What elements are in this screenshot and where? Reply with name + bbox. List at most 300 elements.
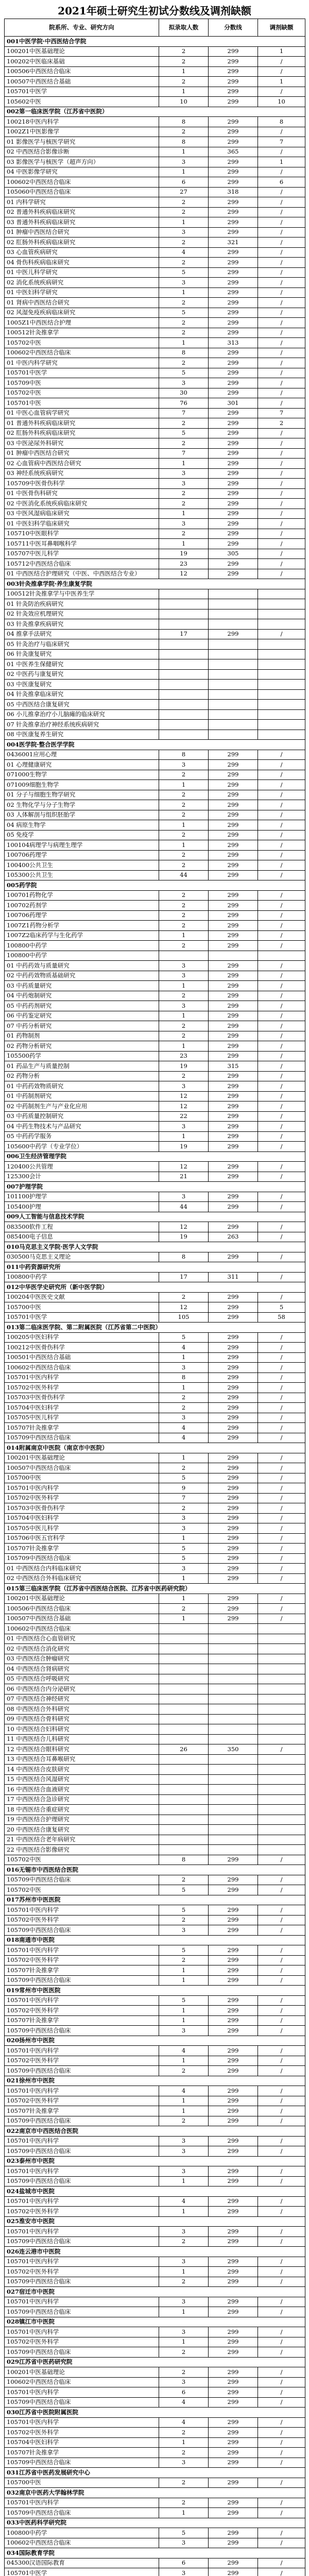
vacancy-cell: / (258, 57, 305, 67)
major-cell: 105701中医学 (5, 2568, 159, 2576)
vacancy-cell: / (258, 2367, 305, 2378)
section-title: 027宿迁市中医院 (5, 2287, 305, 2297)
major-cell: 01 中医内科学研究 (5, 358, 159, 368)
vacancy-cell (258, 1765, 305, 1775)
score-cell (209, 669, 258, 680)
score-cell: 299 (209, 1031, 258, 1041)
vacancy-cell: / (258, 488, 305, 499)
major-cell: 105701中医内科学 (5, 2196, 159, 2207)
table-row (5, 1453, 305, 1463)
major-cell: 04 中西医结合肾病研究 (5, 1664, 159, 1674)
vacancy-cell: / (258, 2417, 305, 2428)
score-cell: 299 (209, 529, 258, 539)
plan-cell: 3 (159, 1413, 209, 1423)
table-row (5, 1011, 305, 1021)
section-row (5, 1212, 305, 1222)
score-cell: 301 (209, 398, 258, 409)
major-cell: 105702中医外科学 (5, 2337, 159, 2347)
major-cell: 105703中医骨伤科学 (5, 1393, 159, 1403)
major-cell: 06 中西医结合内分泌研究 (5, 1684, 159, 1694)
table-row (5, 1965, 305, 1976)
major-cell: 100507中西医结合临床 (5, 1463, 159, 1473)
vacancy-cell: / (258, 760, 305, 770)
score-cell: 299 (209, 1413, 258, 1423)
vacancy-cell: / (258, 207, 305, 217)
score-cell (209, 1664, 258, 1674)
score-cell: 299 (209, 2015, 258, 2026)
vacancy-cell: / (258, 820, 305, 831)
major-cell: 100602中西医结合临床 (5, 2538, 159, 2548)
score-cell: 299 (209, 368, 258, 378)
plan-cell: 5 (159, 368, 209, 378)
major-cell: 100212中医骨伤科学 (5, 1343, 159, 1353)
score-cell: 299 (209, 2307, 258, 2317)
vacancy-cell: / (258, 860, 305, 871)
vacancy-cell: / (258, 629, 305, 639)
table-row (5, 559, 305, 569)
section-row (5, 2488, 305, 2498)
major-cell: 05 免疫学 (5, 830, 159, 840)
plan-cell: 3 (159, 1001, 209, 1011)
plan-cell: 26 (159, 1744, 209, 1755)
score-cell: 299 (209, 1122, 258, 1132)
major-cell: 100201中医基础理论 (5, 1453, 159, 1463)
table-row (5, 1885, 305, 1895)
major-cell: 01 中医儿科学研究 (5, 267, 159, 278)
plan-cell (159, 649, 209, 659)
major-cell: 04 针灸推拿临床研究 (5, 689, 159, 700)
section-title: 004医学院·整合医学学院 (5, 740, 305, 750)
plan-cell: 2 (159, 830, 209, 840)
table-row (5, 479, 305, 489)
major-cell: 01 中西医结合心血管研究 (5, 1634, 159, 1644)
vacancy-cell: / (258, 459, 305, 469)
score-cell: 299 (209, 1101, 258, 1112)
major-cell: 105707针灸推拿学 (5, 1965, 159, 1976)
score-cell: 299 (209, 930, 258, 941)
plan-cell: 7 (159, 448, 209, 459)
table-row (5, 1001, 305, 1011)
plan-cell: 3 (159, 378, 209, 388)
score-cell: 299 (209, 901, 258, 911)
score-cell: 365 (209, 147, 258, 157)
score-cell: 299 (209, 459, 258, 469)
vacancy-cell: / (258, 428, 305, 438)
plan-cell (159, 1785, 209, 1795)
plan-cell: 2 (159, 318, 209, 328)
score-cell: 299 (209, 971, 258, 981)
table-row (5, 2558, 305, 2568)
major-cell: 105707针灸推拿学 (5, 2015, 159, 2026)
vacancy-cell: 58 (258, 1312, 305, 1323)
score-cell: 299 (209, 46, 258, 57)
major-cell: 100506中西医结合临床 (5, 1604, 159, 1614)
vacancy-cell (258, 1694, 305, 1704)
plan-cell: 2 (159, 298, 209, 308)
table-row (5, 2538, 305, 2548)
table-row (5, 1031, 305, 1041)
score-cell: 299 (209, 2498, 258, 2508)
vacancy-cell (258, 1724, 305, 1735)
vacancy-cell: / (258, 1172, 305, 1182)
vacancy-cell: / (258, 1272, 305, 1282)
major-cell: 100400公共卫生 (5, 860, 159, 871)
plan-cell: 3 (159, 2297, 209, 2307)
table-row (5, 2478, 305, 2488)
score-cell: 299 (209, 1915, 258, 1925)
plan-cell: 2 (159, 358, 209, 368)
plan-cell: 4 (159, 2196, 209, 2207)
plan-cell: 27 (159, 187, 209, 197)
major-cell: 03 中药质量控制研究 (5, 1111, 159, 1122)
plan-cell: 1 (159, 2015, 209, 2026)
score-cell (209, 700, 258, 710)
major-cell: 14 中西医结合皮肤研究 (5, 1765, 159, 1775)
major-cell: 07 中药分析研究 (5, 1021, 159, 1031)
table-row (5, 468, 305, 479)
plan-cell: 2 (159, 770, 209, 780)
vacancy-cell: 5 (258, 1302, 305, 1313)
table-row (5, 207, 305, 217)
table-row (5, 1363, 305, 1373)
vacancy-cell: / (258, 2307, 305, 2317)
major-cell: 105500药学 (5, 1051, 159, 1061)
score-cell: 299 (209, 820, 258, 831)
score-cell: 299 (209, 378, 258, 388)
table-row (5, 1785, 305, 1795)
table-row (5, 790, 305, 800)
plan-cell: 3 (159, 1192, 209, 1202)
vacancy-cell: / (258, 1423, 305, 1433)
plan-cell: 1 (159, 2307, 209, 2317)
major-cell: 04 中药生物技术与产品研究 (5, 1122, 159, 1132)
plan-cell: 1 (159, 2006, 209, 2016)
table-row (5, 1172, 305, 1182)
vacancy-cell: / (258, 1021, 305, 1031)
score-cell: 299 (209, 890, 258, 901)
major-cell: 125300会计 (5, 1172, 159, 1182)
vacancy-cell (258, 1674, 305, 1684)
table-row (5, 2257, 305, 2267)
score-cell: 350 (209, 1744, 258, 1755)
vacancy-cell: / (258, 1111, 305, 1122)
table-row (5, 1744, 305, 1755)
plan-cell: 3 (159, 157, 209, 167)
major-cell: 01 肿瘤中西医结合研究 (5, 227, 159, 238)
section-row (5, 2468, 305, 2478)
plan-cell: 1 (159, 930, 209, 941)
major-cell: 11 中西医结合儿科研究 (5, 1734, 159, 1744)
vacancy-cell: / (258, 147, 305, 157)
plan-cell: 2 (159, 2498, 209, 2508)
plan-cell: 44 (159, 1202, 209, 1212)
major-cell: 105701中医内科学 (5, 2046, 159, 2056)
major-cell: 10 中西医结合妇科研究 (5, 1724, 159, 1735)
table-row (5, 1905, 305, 1916)
table-row (5, 448, 305, 459)
plan-cell: 1 (159, 217, 209, 228)
table-row (5, 709, 305, 720)
plan-cell: 23 (159, 1051, 209, 1061)
table-row (5, 388, 305, 398)
vacancy-cell (258, 1634, 305, 1644)
score-cell: 299 (209, 1855, 258, 1865)
major-cell: 05 中西医结合康复研究 (5, 700, 159, 710)
major-cell: 03 中医泌尿外科研究 (5, 438, 159, 449)
major-cell: 01 内科学研究 (5, 197, 159, 208)
major-cell: 105709中西医结合临床 (5, 2236, 159, 2247)
vacancy-cell: / (258, 2066, 305, 2076)
vacancy-cell: / (258, 1463, 305, 1473)
table-row (5, 2347, 305, 2358)
plan-cell: 2 (159, 890, 209, 901)
table-row (5, 1664, 305, 1674)
table-row (5, 840, 305, 851)
score-cell: 299 (209, 1604, 258, 1614)
major-cell: 19 中西医结合护理研究 (5, 1815, 159, 1825)
plan-cell (159, 1644, 209, 1654)
table-row (5, 1765, 305, 1775)
vacancy-cell: / (258, 448, 305, 459)
plan-cell: 8 (159, 750, 209, 760)
plan-cell (159, 700, 209, 710)
score-cell: 299 (209, 207, 258, 217)
score-cell: 299 (209, 2528, 258, 2538)
major-cell: 02 中西医结合消化研究 (5, 1644, 159, 1654)
table-row (5, 1523, 305, 1534)
score-cell: 299 (209, 910, 258, 921)
plan-cell: 1 (159, 1594, 209, 1604)
major-cell: 105701中医内科学 (5, 2387, 159, 2398)
major-cell: 04 骨伤科疾病临床研究 (5, 258, 159, 268)
major-cell: 120400公共管理 (5, 1162, 159, 1172)
vacancy-cell: / (258, 2397, 305, 2408)
score-cell: 299 (209, 629, 258, 639)
table-row (5, 890, 305, 901)
plan-cell (159, 1805, 209, 1815)
plan-cell: 3 (159, 519, 209, 529)
section-title: 003针灸推拿学院·养生康复学院 (5, 579, 305, 589)
vacancy-cell: / (258, 2538, 305, 2548)
plan-cell: 2 (159, 1503, 209, 1514)
plan-cell: 3 (159, 2227, 209, 2237)
major-cell: 01 心理健康研究 (5, 760, 159, 770)
major-cell: 22 中西医结合影像研究 (5, 1845, 159, 1855)
plan-cell: 2 (159, 197, 209, 208)
score-cell: 299 (209, 1202, 258, 1212)
plan-cell (159, 659, 209, 670)
plan-cell: 1 (159, 1965, 209, 1976)
score-cell: 299 (209, 539, 258, 549)
table-row (5, 569, 305, 579)
score-cell: 299 (209, 247, 258, 258)
vacancy-cell: 2 (258, 418, 305, 429)
vacancy-cell: / (258, 559, 305, 569)
score-cell: 299 (209, 448, 258, 459)
major-cell: 105709中西医结合临床 (5, 1433, 159, 1443)
plan-cell: 3 (159, 2146, 209, 2157)
plan-cell: 3 (159, 961, 209, 971)
score-cell: 299 (209, 1142, 258, 1152)
plan-cell (159, 1765, 209, 1775)
plan-cell (159, 1654, 209, 1664)
major-cell: 01 肾病中西医结合研究 (5, 298, 159, 308)
table-row (5, 2417, 305, 2428)
major-cell: 105701中医内科学 (5, 2257, 159, 2267)
table-row (5, 1383, 305, 1393)
table-row (5, 2448, 305, 2458)
table-row (5, 951, 305, 961)
plan-cell: 1 (159, 459, 209, 469)
table-row (5, 1142, 305, 1152)
major-cell: 105702中医外科学 (5, 1915, 159, 1925)
score-cell: 299 (209, 1131, 258, 1142)
plan-cell: 22 (159, 1111, 209, 1122)
plan-cell: 8 (159, 1252, 209, 1262)
vacancy-cell: 1 (258, 157, 305, 167)
score-cell: 299 (209, 2347, 258, 2358)
score-cell: 299 (209, 1011, 258, 1021)
vacancy-cell (258, 680, 305, 690)
plan-cell: 2 (159, 850, 209, 860)
score-cell: 299 (209, 870, 258, 880)
section-title: 007护理学院 (5, 1182, 305, 1192)
major-cell: 105704中医妇科学 (5, 1513, 159, 1523)
vacancy-cell: 7 (258, 137, 305, 147)
section-title: 025淮安市中医院 (5, 2216, 305, 2227)
score-cell (209, 649, 258, 659)
score-cell: 299 (209, 1463, 258, 1473)
section-title: 017苏州市中医医院 (5, 1895, 305, 1905)
major-cell: 105707针灸推拿学 (5, 1423, 159, 1433)
score-cell: 299 (209, 2236, 258, 2247)
table-row (5, 1513, 305, 1523)
section-title: 013第二临床医学院、第二附属医院（江苏省第二中医院） (5, 1323, 305, 1333)
plan-cell: 1 (159, 2337, 209, 2347)
table-row (5, 2297, 305, 2307)
vacancy-cell: / (258, 1523, 305, 1534)
major-cell: 01 中医心血管病学研究 (5, 408, 159, 418)
section-row (5, 1895, 305, 1905)
section-row (5, 1323, 305, 1333)
table-row (5, 1302, 305, 1313)
plan-cell (159, 609, 209, 619)
section-title: 028镇江市中医院 (5, 2317, 305, 2327)
vacancy-cell (258, 1805, 305, 1815)
vacancy-cell: / (258, 2086, 305, 2096)
vacancy-cell: / (258, 1142, 305, 1152)
plan-cell: 4 (159, 2046, 209, 2056)
table-row (5, 1493, 305, 1503)
section-row (5, 2126, 305, 2137)
header-score: 分数线 (209, 19, 258, 37)
score-cell: 299 (209, 318, 258, 328)
vacancy-cell (258, 720, 305, 730)
major-cell: 02 肛肠外科疾病临床研究 (5, 428, 159, 438)
table-row (5, 318, 305, 328)
vacancy-cell: / (258, 549, 305, 559)
table-row (5, 2106, 305, 2116)
plan-cell: 2 (159, 2277, 209, 2287)
table-row (5, 1815, 305, 1825)
table-row (5, 2046, 305, 2056)
score-cell: 299 (209, 2046, 258, 2056)
plan-cell: 1 (159, 1131, 209, 1142)
vacancy-cell: / (258, 2116, 305, 2126)
score-cell: 299 (209, 1955, 258, 1965)
plan-cell: 5 (159, 267, 209, 278)
score-cell: 299 (209, 408, 258, 418)
vacancy-cell: / (258, 1061, 305, 1072)
vacancy-cell: / (258, 1544, 305, 1554)
score-cell: 299 (209, 1312, 258, 1323)
section-row (5, 2156, 305, 2166)
major-cell: 105709中西医结合临床 (5, 2146, 159, 2157)
table-row (5, 850, 305, 860)
vacancy-cell: / (258, 770, 305, 780)
major-cell: 100701药物化学 (5, 890, 159, 901)
major-cell: 04 病原生物学 (5, 820, 159, 831)
vacancy-cell: / (258, 1453, 305, 1463)
major-cell: 01 中药药效物质研究 (5, 1081, 159, 1092)
score-cell: 299 (209, 2428, 258, 2438)
plan-cell (159, 1734, 209, 1744)
table-row (5, 1423, 305, 1433)
vacancy-cell: / (258, 2478, 305, 2488)
plan-cell: 12 (159, 1091, 209, 1101)
vacancy-cell: / (258, 1614, 305, 1624)
table-row (5, 700, 305, 710)
section-row (5, 1151, 305, 1162)
vacancy-cell: / (258, 1433, 305, 1443)
vacancy-cell (258, 1734, 305, 1744)
plan-cell: 76 (159, 398, 209, 409)
vacancy-cell (258, 659, 305, 670)
major-cell: 100104病理学与病理生理学 (5, 840, 159, 851)
vacancy-cell (258, 1664, 305, 1674)
vacancy-cell: / (258, 810, 305, 820)
table-row (5, 589, 305, 599)
table-row (5, 1805, 305, 1815)
major-cell: 04 推拿手法研究 (5, 629, 159, 639)
vacancy-cell: / (258, 1393, 305, 1403)
score-cell (209, 1754, 258, 1765)
score-cell: 299 (209, 1302, 258, 1313)
plan-cell (159, 589, 209, 599)
table-row (5, 1202, 305, 1212)
table-row (5, 66, 305, 77)
plan-cell: 1 (159, 2056, 209, 2066)
table-row (5, 167, 305, 177)
major-cell: 01 肿瘤中西医结合研究 (5, 448, 159, 459)
vacancy-cell: / (258, 1744, 305, 1755)
plan-cell: 8 (159, 1372, 209, 1383)
plan-cell: 2 (159, 2236, 209, 2247)
table-row (5, 599, 305, 609)
table-row (5, 1724, 305, 1735)
plan-cell: 2 (159, 2066, 209, 2076)
major-cell: 105707针灸推拿学 (5, 2106, 159, 2116)
table-row (5, 981, 305, 991)
vacancy-cell: / (258, 1513, 305, 1523)
score-cell (209, 1654, 258, 1664)
plan-cell: 3 (159, 2026, 209, 2036)
table-row (5, 2387, 305, 2398)
table-row (5, 1473, 305, 1483)
major-cell: 100702药剂学 (5, 901, 159, 911)
header-plan: 拟录取人数 (159, 19, 209, 37)
score-cell: 299 (209, 127, 258, 137)
